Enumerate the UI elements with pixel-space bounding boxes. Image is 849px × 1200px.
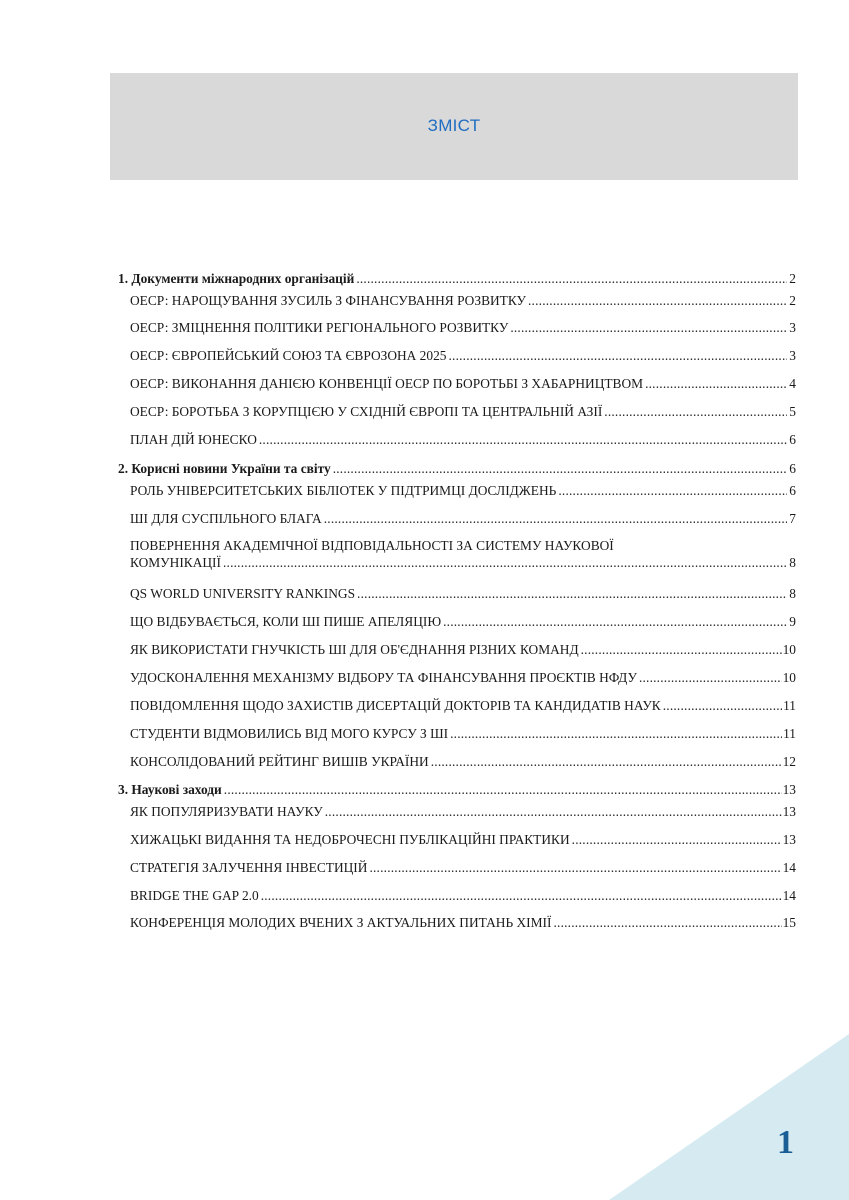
toc-entry-title: ШІ ДЛЯ СУСПІЛЬНОГО БЛАГА	[130, 511, 322, 526]
toc-dot-leader	[259, 431, 787, 448]
toc-entry-title: КОНФЕРЕНЦІЯ МОЛОДИХ ВЧЕНИХ З АКТУАЛЬНИХ ПИТАНЬ ХІМІЇ	[130, 915, 552, 930]
toc-dot-leader	[450, 725, 782, 742]
toc-entry[interactable]	[130, 510, 796, 527]
toc-dot-leader	[369, 859, 781, 876]
toc-entry-title: ОЕСР: ЄВРОПЕЙСЬКИЙ СОЮЗ ТА ЄВРОЗОНА 2025	[130, 348, 447, 363]
toc-entry[interactable]	[130, 431, 796, 448]
toc-page-number: 3	[789, 348, 796, 363]
toc-entry[interactable]	[130, 914, 796, 931]
toc-dot-leader	[604, 403, 787, 420]
toc-entry-title: СТУДЕНТИ ВІДМОВИЛИСЬ ВІД МОГО КУРСУ З ШІ	[130, 726, 449, 741]
toc-entry-title-line2: КОМУНІКАЦІЇ	[130, 555, 221, 570]
toc-dot-leader	[333, 460, 787, 477]
toc-entry[interactable]	[130, 585, 796, 602]
toc-dot-leader	[663, 697, 782, 714]
toc-entry-title: УДОСКОНАЛЕННЯ МЕХАНІЗМУ ВІДБОРУ ТА ФІНАНСУВАННЯ ПРОЄКТІВ НФДУ	[130, 670, 637, 685]
toc-page-number: 12	[782, 754, 796, 769]
toc-page-number: 11	[783, 698, 796, 713]
toc-entry-title: СТРАТЕГІЯ ЗАЛУЧЕННЯ ІНВЕСТИЦІЙ	[130, 860, 368, 875]
toc-page-number: 6	[789, 432, 796, 447]
toc-dot-leader	[357, 585, 787, 602]
toc-page-number: 6	[789, 483, 796, 498]
toc-dot-leader	[639, 669, 782, 686]
toc-dot-leader	[645, 375, 787, 392]
toc-entry-title: QS WORLD UNIVERSITY RANKINGS	[130, 586, 356, 601]
toc-page-number: 8	[789, 586, 796, 601]
toc-page-number: 13	[782, 782, 796, 797]
toc-page-number: 14	[782, 860, 796, 875]
toc-entry[interactable]	[130, 669, 796, 686]
toc-page-number: 2	[789, 293, 796, 308]
toc-dot-leader	[443, 613, 787, 630]
toc-entry-title: ПЛАН ДІЙ ЮНЕСКО	[130, 432, 257, 447]
toc-dot-leader	[325, 803, 782, 820]
contents-title: ЗМІСТ	[427, 116, 481, 135]
toc-entry[interactable]	[130, 613, 796, 630]
toc-dot-leader	[581, 641, 782, 658]
toc-dot-leader	[431, 753, 782, 770]
toc-entry-title: ОЕСР: ВИКОНАННЯ ДАНІЄЮ КОНВЕНЦІЇ ОЕСР ПО БОРОТЬБІ З ХАБАРНИЦТВОМ	[130, 376, 644, 391]
toc-dot-leader	[528, 292, 787, 309]
toc-entry[interactable]	[130, 319, 796, 336]
toc-entry-title: ОЕСР: БОРОТЬБА З КОРУПЦІЄЮ У СХІДНІЙ ЄВРОПІ ТА ЦЕНТРАЛЬНІЙ АЗІЇ	[130, 404, 603, 419]
toc-dot-leader	[558, 482, 787, 499]
toc-entry-continuation	[130, 554, 796, 571]
toc-entry[interactable]	[130, 641, 796, 658]
toc-entry[interactable]	[130, 292, 796, 309]
toc-dot-leader	[356, 270, 787, 287]
toc-entry-title: ЩО ВІДБУВАЄТЬСЯ, КОЛИ ШІ ПИШЕ АПЕЛЯЦІЮ	[130, 614, 442, 629]
corner-decoration	[609, 1034, 849, 1200]
toc-entry-title: 1. Документи міжнародних організацій	[118, 271, 355, 286]
toc-page-number: 8	[789, 555, 796, 570]
toc-dot-leader	[553, 914, 781, 931]
corner-triangle	[609, 1034, 849, 1200]
toc-dot-leader	[324, 510, 787, 527]
toc-page-number: 2	[789, 271, 796, 286]
toc-section-heading[interactable]	[118, 781, 796, 798]
toc-entry-title: BRIDGE THE GAP 2.0	[130, 888, 259, 903]
toc-entry[interactable]	[130, 403, 796, 420]
toc-page-number: 15	[782, 915, 796, 930]
toc-page-number: 5	[789, 404, 796, 419]
toc-entry-title: 2. Корисні новини України та світу	[118, 461, 331, 476]
toc-entry-title: ОЕСР: НАРОЩУВАННЯ ЗУСИЛЬ З ФІНАНСУВАННЯ РОЗВИТКУ	[130, 293, 526, 308]
toc-page-number: 3	[789, 320, 796, 335]
toc-dot-leader	[572, 831, 782, 848]
toc-entry[interactable]	[130, 831, 796, 848]
toc-entry[interactable]	[130, 803, 796, 820]
toc-section-heading[interactable]	[118, 270, 796, 287]
toc-dot-leader	[448, 347, 787, 364]
toc-page-number: 7	[789, 511, 796, 526]
toc-page-number: 9	[789, 614, 796, 629]
toc-dot-leader	[261, 887, 782, 904]
toc-entry-title: ПОВІДОМЛЕННЯ ЩОДО ЗАХИСТІВ ДИСЕРТАЦІЙ ДОКТОРІВ ТА КАНДИДАТІВ НАУК	[130, 698, 661, 713]
toc-entry-title-line1: ПОВЕРНЕННЯ АКАДЕМІЧНОЇ ВІДПОВІДАЛЬНОСТІ ЗА СИСТЕМУ НАУКОВОЇ	[130, 538, 614, 553]
toc-page-number: 10	[782, 642, 796, 657]
toc-entry[interactable]	[130, 347, 796, 364]
toc-entry[interactable]	[130, 697, 796, 714]
toc-section-heading[interactable]	[118, 460, 796, 477]
toc-entry-title: ХИЖАЦЬКІ ВИДАННЯ ТА НЕДОБРОЧЕСНІ ПУБЛІКАЦІЙНІ ПРАКТИКИ	[130, 832, 570, 847]
toc-page-number: 14	[782, 888, 796, 903]
toc-entry[interactable]	[130, 482, 796, 499]
toc-entry[interactable]	[130, 753, 796, 770]
toc-entry[interactable]	[130, 725, 796, 742]
toc-entry-title: ОЕСР: ЗМІЦНЕННЯ ПОЛІТИКИ РЕГІОНАЛЬНОГО РОЗВИТКУ	[130, 320, 509, 335]
toc-entry-title: 3. Наукові заходи	[118, 782, 222, 797]
toc-entry-title: КОНСОЛІДОВАНИЙ РЕЙТИНГ ВИШІВ УКРАЇНИ	[130, 754, 429, 769]
toc-entry-title: РОЛЬ УНІВЕРСИТЕТСЬКИХ БІБЛІОТЕК У ПІДТРИМЦІ ДОСЛІДЖЕНЬ	[130, 483, 557, 498]
toc-dot-leader	[224, 781, 782, 798]
toc-entry[interactable]	[130, 887, 796, 904]
toc-page-number: 4	[789, 376, 796, 391]
toc-dot-leader	[510, 319, 787, 336]
toc-entry-title: ЯК ВИКОРИСТАТИ ГНУЧКІСТЬ ШІ ДЛЯ ОБ'ЄДНАННЯ РІЗНИХ КОМАНД	[130, 642, 579, 657]
toc-page-number: 11	[783, 726, 796, 741]
toc-entry[interactable]	[130, 859, 796, 876]
toc-entry-title: ЯК ПОПУЛЯРИЗУВАТИ НАУКУ	[130, 804, 323, 819]
toc-entry[interactable]	[130, 375, 796, 392]
toc-dot-leader	[223, 554, 787, 571]
toc-entry[interactable]	[130, 537, 796, 571]
toc-page-number: 13	[782, 804, 796, 819]
toc-page-number: 6	[789, 461, 796, 476]
toc-page-number: 10	[782, 670, 796, 685]
page-number: 1	[777, 1124, 794, 1161]
toc-page-number: 13	[782, 832, 796, 847]
